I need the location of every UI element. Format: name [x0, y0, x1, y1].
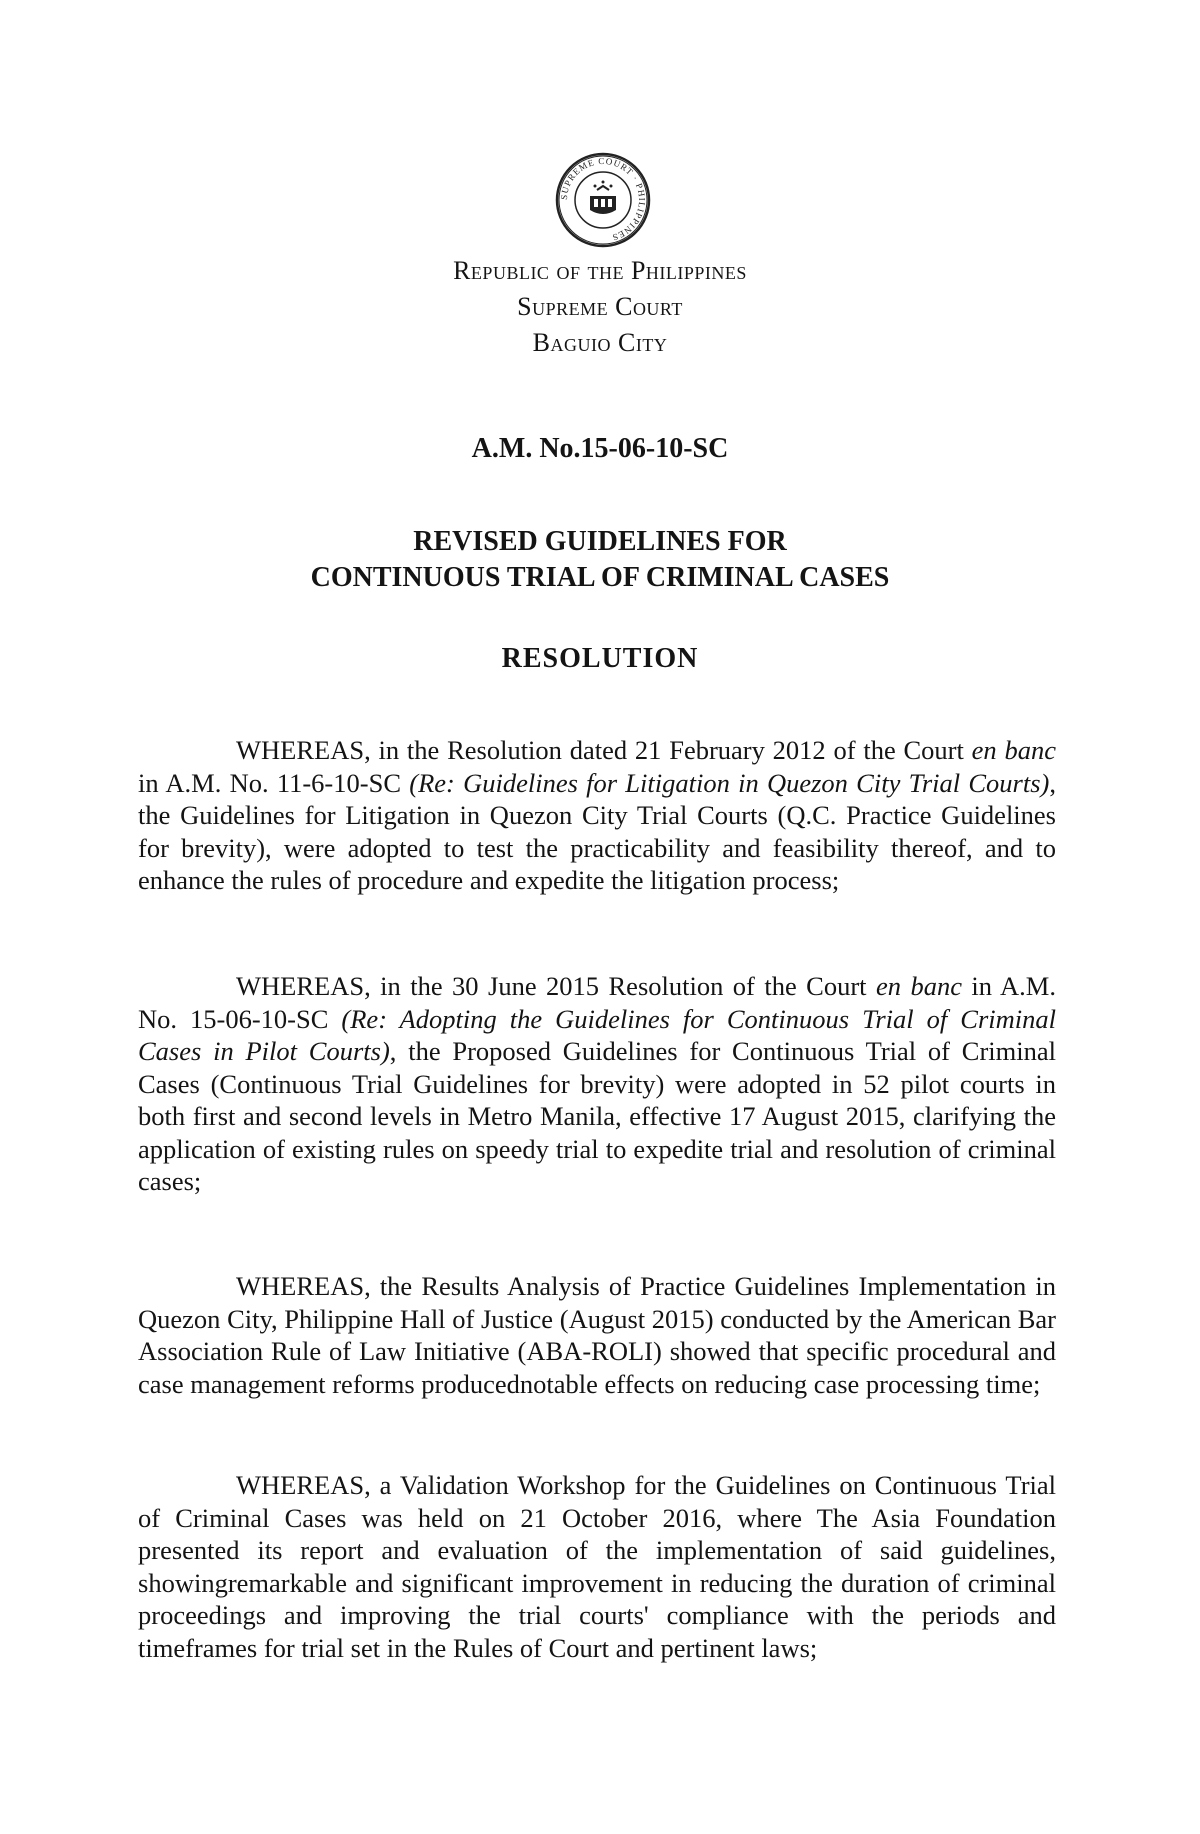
seal-graphic: [553, 150, 653, 250]
whereas-paragraph-3: WHEREAS, the Results Analysis of Practice Guidelines Implementation in Quezon City, Philippine Hall of Justice (August 2015) conducted by the American Bar Association Rule of Law Initiative (ABA-ROLI) showed that specific procedural and case management reforms producednotable effects on reducing case processing time;: [138, 1271, 1056, 1399]
republic-header: Republic of the Philippines: [453, 256, 747, 285]
whereas-paragraph-4: WHEREAS, a Validation Workshop for the Guidelines on Continuous Trial of Criminal Cases was held on 21 October 2016, where The Asia Foundation presented its report and evaluation of the implementation of said guidelines, showingremarkable and significant improvement in reducing the duration of criminal proceedings and improving the trial courts' compliance with the periods and timeframes for trial set in the Rules of Court and pertinent laws;: [138, 1470, 1056, 1663]
seal-ring-text: SUPREME COURT · PHILIPPINES: [558, 155, 648, 243]
whereas-paragraph-1: [138, 734, 1056, 897]
whereas-paragraph-2: [138, 970, 1056, 1198]
p1-text-a: WHEREAS, in the Resolution dated 21 February 2012 of the Court: [236, 735, 972, 765]
p2-case-title: (Re: Adopting the Guidelines for Continuous Trial of Criminal Cases in Pilot Courts): [138, 1003, 1056, 1066]
p2-en-banc: en banc: [875, 971, 962, 1001]
title-line-2: CONTINUOUS TRIAL OF CRIMINAL CASES: [310, 562, 890, 593]
title-line-1: REVISED GUIDELINES FOR: [413, 526, 787, 557]
p1-en-banc: en banc: [971, 735, 1056, 765]
p1-case-title: (Re: Guidelines for Litigation in Quezon City Trial Courts): [409, 767, 1050, 798]
city-header: Baguio City: [532, 328, 668, 357]
p2-text-c: in A.M. No. 15-06-10-SC: [138, 971, 1056, 1034]
p2-text-a: WHEREAS, in the 30 June 2015 Resolution of the Court: [236, 971, 876, 1001]
p1-text-e: , the Guidelines for Litigation in Quezon City Trial Courts (Q.C. Practice Guidelines for brevity), were adopted to test the practicability and feasibility thereof, and to enhance the rules of procedure and expedite the litigation process;: [138, 767, 1056, 895]
am-number: A.M. No.15-06-10-SC: [471, 433, 729, 464]
resolution-heading: RESOLUTION: [501, 643, 699, 674]
p2-text-e: , the Proposed Guidelines for Continuous Trial of Criminal Cases (Continuous Trial Guidelines for brevity) were adopted in 52 pilot courts in both first and second levels in Metro Manila, effective 17 August 2015, clarifying the application of existing rules on speedy trial to expedite trial and resolution of criminal cases;: [138, 1036, 1056, 1196]
p1-text-c: in A.M. No. 11-6-10-SC: [138, 767, 410, 798]
court-header: Supreme Court: [517, 292, 683, 321]
supreme-court-seal-icon: [553, 150, 653, 250]
